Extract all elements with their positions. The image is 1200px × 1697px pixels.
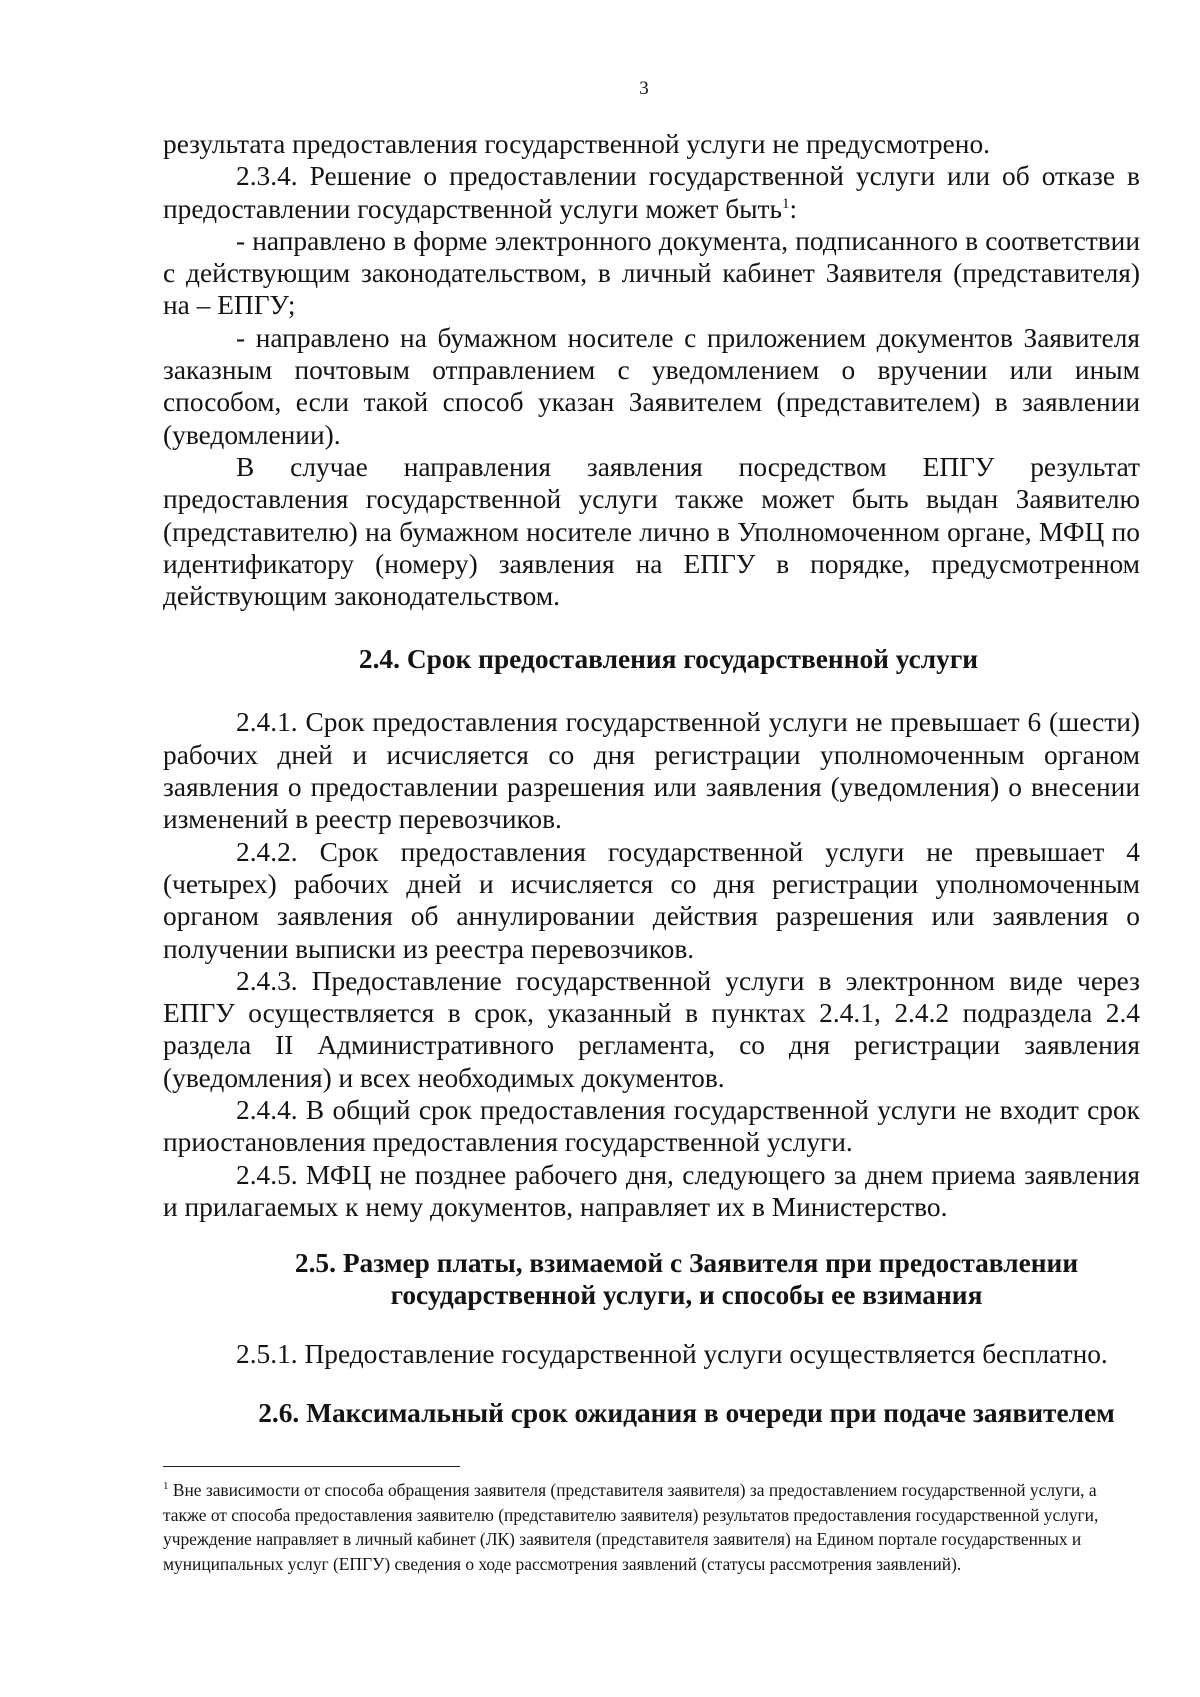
document-body: [163, 128, 1140, 1429]
section-heading-2-5-line2: государственной услуги, и способы ее взимания: [390, 1280, 983, 1311]
section-heading-2-4: 2.4. Срок предоставления государственной услуги: [358, 644, 979, 675]
footnote-reference: 1: [782, 195, 790, 212]
paragraph-2-3-4-tail: :: [789, 193, 798, 224]
paragraph-result-not-provided: результата предоставления государственной услуги не предусмотрено.: [163, 129, 990, 159]
paragraph-2-4-1: 2.4.1. Срок предоставления государственной услуги не превышает 6 (шести) рабочих дней и исчисляется со дня регистрации уполномоченным органом заявления о предоставлении разрешения или заявления (уведомления) о внесении изменений в реестр перевозчиков.: [163, 707, 1140, 835]
section-heading-2-5-line1: 2.5. Размер платы, взимаемой с Заявителя при предоставлении: [294, 1248, 1079, 1279]
paragraph-2-5-1: 2.5.1. Предоставление государственной услуги осуществляется бесплатно.: [236, 1339, 1108, 1370]
paragraph-2-4-3: 2.4.3. Предоставление государственной услуги в электронном виде через ЕПГУ осуществляется в срок, указанный в пунктах 2.4.1, 2.4.2 подраздела 2.4 раздела II Административного регламента, со дня регистрации заявления (уведомления) и всех необходимых документов.: [163, 965, 1140, 1093]
section-heading-2-6: 2.6. Максимальный срок ожидания в очереди при подаче заявителем: [258, 1397, 1115, 1428]
paragraph-epgu-case: В случае направления заявления посредством ЕПГУ результат предоставления государственной услуги также может быть выдан Заявителю (представителю) на бумажном носителе лично в Уполномоченном органе, МФЦ по идентификатору (номеру) заявления на ЕПГУ в порядке, предусмотренном действующим законодательством.: [163, 451, 1140, 612]
paragraph-2-4-5: 2.4.5. МФЦ не позднее рабочего дня, следующего за днем приема заявления и прилагаемых к нему документов, направляет их в Министерство.: [163, 1159, 1140, 1222]
section-heading-2-5: [163, 1247, 1140, 1311]
paragraph-2-3-4: [163, 160, 1140, 225]
footnote: [163, 1478, 1110, 1576]
page-number: 3: [639, 78, 649, 99]
footnote-separator: [163, 1466, 460, 1467]
list-item-electronic: - направлено в форме электронного документа, подписанного в соответствии с действующим законодательством, в личный кабинет Заявителя (представителя) на – ЕПГУ;: [163, 225, 1140, 321]
footnote-text: Вне зависимости от способа обращения заявителя (представителя заявителя) за предоставлением государственной услуги, а также от способа предоставления заявителю (представителю заявителя) результатов предоставления государственной услуги, учреждение направляет в личный кабинет (ЛК) заявителя (представителя заявителя) на Едином портале государственных и муниципальных услуг (ЕПГУ) сведения о ходе рассмотрения заявлений (статусы рассмотрения заявлений).: [163, 1480, 1099, 1574]
paragraph-2-3-4-text: 2.3.4. Решение о предоставлении государственной услуги или об отказе в предоставлении государственной услуги может быть: [163, 161, 1140, 224]
footnote-marker: 1: [163, 1480, 169, 1493]
paragraph-2-4-4: 2.4.4. В общий срок предоставления государственной услуги не входит срок приостановления предоставления государственной услуги.: [163, 1095, 1140, 1158]
list-item-paper: - направлено на бумажном носителе с приложением документов Заявителя заказным почтовым отправлением с уведомлением о вручении или иным способом, если такой способ указан Заявителем (представителем) в заявлении (уведомлении).: [163, 322, 1140, 450]
paragraph-2-4-2: 2.4.2. Срок предоставления государственной услуги не превышает 4 (четырех) рабочих дней и исчисляется со дня регистрации уполномоченным органом заявления об аннулировании действия разрешения или заявления о получении выписки из реестра перевозчиков.: [163, 836, 1140, 964]
